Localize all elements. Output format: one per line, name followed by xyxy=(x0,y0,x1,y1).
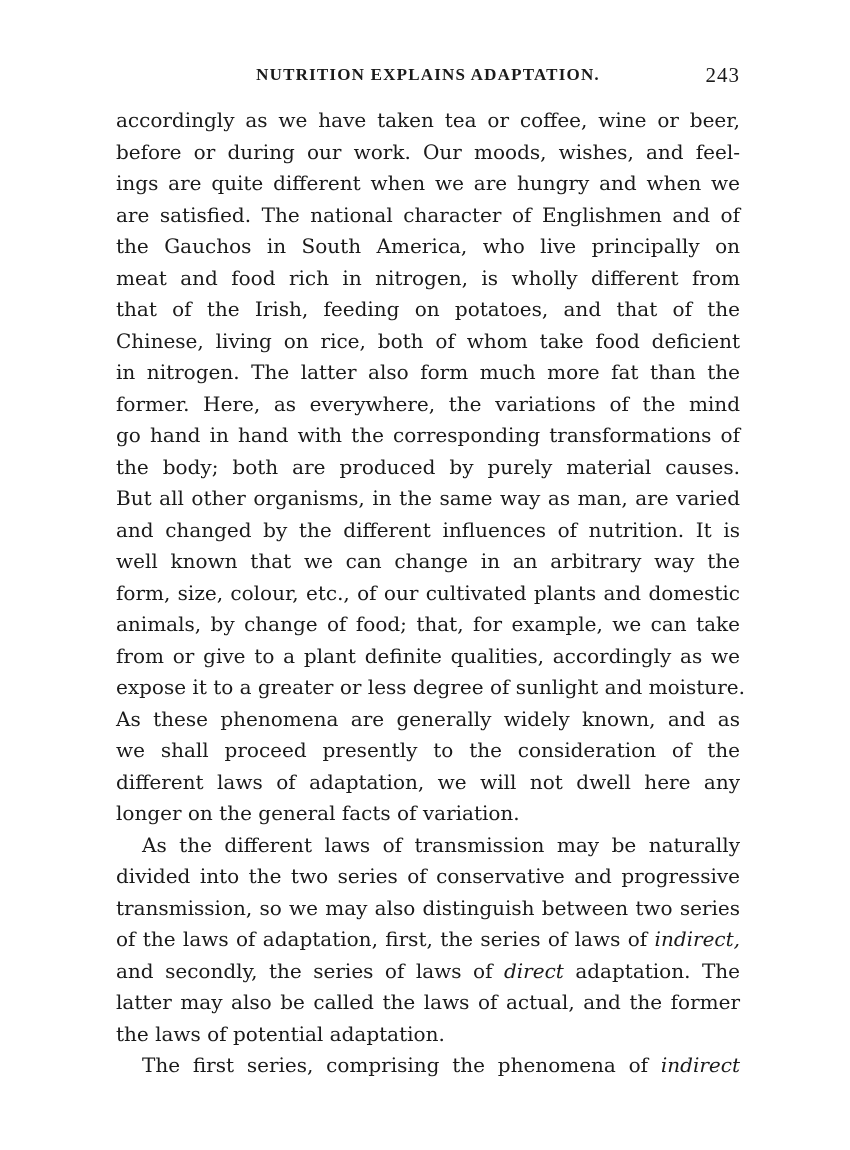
text-line: in nitrogen. The latter also form much more fat than the xyxy=(116,360,740,384)
text-line: But all other organisms, in the same way as man, are varied xyxy=(116,486,740,510)
text-line: well known that we can change in an arbitrary way the xyxy=(116,549,740,573)
text-line: go hand in hand with the corresponding transformations of xyxy=(116,423,740,447)
page-number: 243 xyxy=(705,63,740,87)
text-line: accordingly as we have taken tea or coffee, wine or beer, xyxy=(116,108,740,132)
text-span: of the laws of adaptation, first, the series of laws of xyxy=(116,927,648,951)
text-line: are satisfied. The national character of Englishmen and of xyxy=(116,202,740,227)
running-title: NUTRITION EXPLAINS ADAPTATION. xyxy=(256,65,600,84)
body-text xyxy=(116,105,745,1082)
text-line: divided into the two series of conservative and progressive xyxy=(116,864,740,888)
text-line: the Gauchos in South America, who live principally on xyxy=(116,234,740,258)
text-line: that of the Irish, feeding on potatoes, and that of the xyxy=(116,297,740,321)
italic-text: indirect, xyxy=(654,927,741,951)
text-span: and secondly, the series of laws of xyxy=(116,958,493,983)
text-line xyxy=(116,1050,740,1082)
text-line: form, size, colour, etc., of our cultivated plants and domestic xyxy=(116,580,740,605)
text-line xyxy=(116,956,740,988)
text-line: transmission, so we may also distinguish between two series xyxy=(116,895,740,920)
text-line: the laws of potential adaptation. xyxy=(116,1021,445,1046)
text-line: former. Here, as everywhere, the variations of the mind xyxy=(116,391,740,416)
text-line: the body; both are produced by purely material causes. xyxy=(116,454,740,479)
text-line: Chinese, living on rice, both of whom take food deficient xyxy=(116,328,740,353)
text-line: As the different laws of transmission may be naturally xyxy=(142,832,740,857)
italic-text: indirect xyxy=(660,1053,740,1077)
italic-text: direct xyxy=(503,958,564,983)
text-line: ings are quite different when we are hungry and when we xyxy=(116,171,740,195)
text-line: different laws of adaptation, we will not dwell here any xyxy=(116,769,740,794)
text-line: expose it to a greater or less degree of sunlight and moisture. xyxy=(116,675,745,699)
text-line: animals, by change of food; that, for example, we can take xyxy=(116,612,740,636)
text-line: longer on the general facts of variation. xyxy=(116,801,520,825)
text-line: As these phenomena are generally widely known, and as xyxy=(116,706,740,731)
text-line: from or give to a plant definite qualities, accordingly as we xyxy=(116,643,740,668)
running-head xyxy=(116,62,740,88)
text-line: before or during our work. Our moods, wishes, and feel- xyxy=(116,139,740,164)
text-line: and changed by the different influences of nutrition. It is xyxy=(116,517,740,542)
text-span: adaptation. The xyxy=(575,958,741,983)
text-line xyxy=(116,924,740,956)
text-line: latter may also be called the laws of actual, and the former xyxy=(116,990,740,1014)
text-line: we shall proceed presently to the consideration of the xyxy=(116,738,740,762)
text-line: meat and food rich in nitrogen, is wholly different from xyxy=(116,265,740,290)
text-span: The first series, comprising the phenomena of xyxy=(142,1053,649,1077)
